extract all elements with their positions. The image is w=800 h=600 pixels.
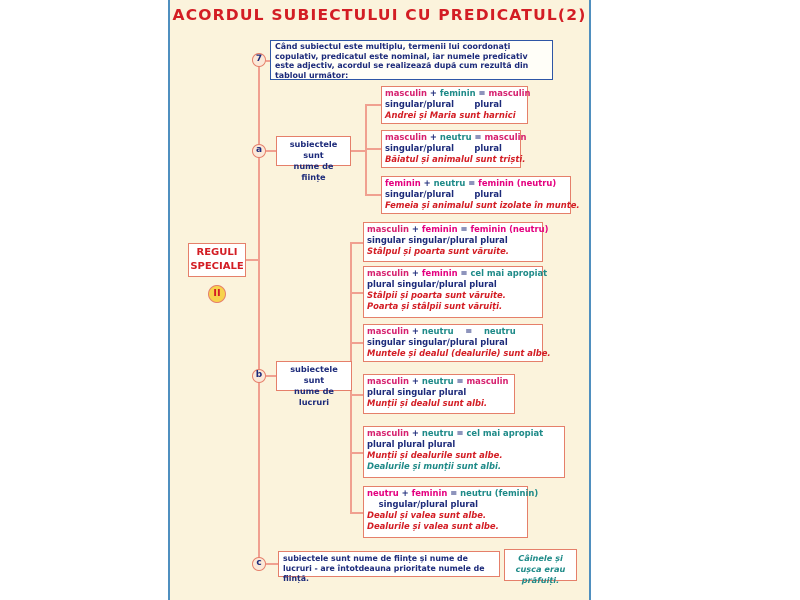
connector-b [266,375,276,377]
rule-a1-number2: plural [474,99,502,109]
rule-b5-equals: = [456,428,464,438]
branch-a-2 [365,148,381,150]
branch-b-2 [350,292,363,294]
letter-b-badge: b [252,369,266,383]
roman-numeral-badge: II [208,285,226,303]
rule-a1-plus: + [429,88,437,98]
rule-b5-plus: + [411,428,419,438]
branch-b-5 [350,452,363,454]
rule-b2-term1: masculin [367,268,409,278]
branch-a-3 [365,194,381,196]
rule-b3 [363,324,551,362]
rule-b5-example-1: Munții și dealurile sunt albe. [367,450,503,460]
rule-b2-result: cel mai apropiat [470,268,548,278]
rule-b5-term2: neutru [421,428,454,438]
connector-a [266,150,276,152]
rule-b6-equals: = [450,488,458,498]
rule-b3-term1: masculin [367,326,409,336]
rule-a3-equals: = [468,178,476,188]
rule-b3-example: Muntele și dealul (dealurile) sunt albe. [367,348,551,358]
rule-b6-result: neutru (feminin) [460,488,539,498]
rule-b1-result: feminin (neutru) [470,224,549,234]
rule-b5-result: cel mai apropiat [466,428,544,438]
category-a-line2: nume de ființe [293,161,334,182]
rule-b1-term1: masculin [367,224,409,234]
rule-a3 [381,176,580,214]
rule-b5-term1: masculin [367,428,409,438]
intro-text: Când subiectul este multiplu, termenii lui coordonați copulativ, predicatul este nominal, iar numele predicativ este adjectiv, acordul se realizează după cum rezultă din tabloul următor: [270,40,553,80]
rule-a3-number1: singular/plural [385,189,454,199]
rule-a3-example: Femeia și animalul sunt izolate în munte. [385,200,580,210]
rule-a1-equals: = [478,88,486,98]
rule-b2-example-2: Poarta și stâlpii sunt văruiți. [367,301,503,311]
category-c-example: Câinele și cușca erau prăfuiți. [504,549,577,581]
branch-b-3 [350,342,363,344]
rule-b6-numbers: singular/plural plural [378,499,479,509]
number-badge: 7 [252,53,266,67]
rule-b5-numbers: plural plural plural [367,439,456,449]
rule-b4-example: Munții și dealul sunt albi. [367,398,488,408]
rule-b6 [363,486,539,538]
rule-a2-plus: + [429,132,437,142]
rule-a2-number2: plural [474,143,502,153]
rule-a2 [381,130,527,168]
main-vertical-line [258,62,260,568]
category-a-line1: subiectele sunt [289,139,338,160]
rule-a1-term1: masculin [385,88,427,98]
rule-a3-plus: + [423,178,431,188]
rule-b3-term2: neutru [421,326,454,336]
branch-a-horizontal [351,150,365,152]
rule-b4-term1: masculin [367,376,409,386]
branch-a-1 [365,104,381,106]
branch-b-1 [350,242,363,244]
rule-b4-term2: neutru [421,376,454,386]
rule-a1 [381,86,531,124]
rule-b4-result: masculin [466,376,509,386]
letter-c-badge: c [252,557,266,571]
rule-a3-number2: plural [474,189,502,199]
rule-b2-plus: + [411,268,419,278]
rule-b6-term2: feminin [411,488,448,498]
rule-b6-example-2: Dealurile și valea sunt albe. [367,521,499,531]
rule-b3-equals: = [465,326,473,336]
rule-b2-example-1: Stâlpii și poarta sunt văruite. [367,290,506,300]
rule-b2 [363,266,548,318]
rule-a1-number1: singular/plural [385,99,454,109]
rule-a1-term2: feminin [439,88,476,98]
rule-b6-term1: neutru [367,488,399,498]
rule-b1 [363,222,549,262]
rule-a2-equals: = [474,132,482,142]
reguli-line2: SPECIALE [190,261,244,272]
rule-b3-result: neutru [483,326,516,336]
rule-a3-term1: feminin [385,178,421,188]
rule-b1-example: Stâlpul și poarta sunt văruite. [367,246,509,256]
branch-a-vertical [365,104,367,196]
rule-a2-term1: masculin [385,132,427,142]
rule-a1-result: masculin [488,88,531,98]
rule-b4-plus: + [411,376,419,386]
rule-b1-term2: feminin [421,224,458,234]
rule-a3-result: feminin (neutru) [478,178,557,188]
rule-b2-numbers: plural singular/plural plural [367,279,497,289]
rule-b2-equals: = [460,268,468,278]
rule-b6-plus: + [401,488,409,498]
rule-a2-number1: singular/plural [385,143,454,153]
rule-b4-equals: = [456,376,464,386]
rule-a2-term2: neutru [439,132,472,142]
connector-c [266,563,278,565]
rule-b3-plus: + [411,326,419,336]
reguli-speciale-label [188,243,246,277]
rule-b5 [363,426,565,478]
rule-b5-example-2: Dealurile și munții sunt albi. [367,461,502,471]
rule-b4-numbers: plural singular plural [367,387,467,397]
reguli-line1: REGULI [196,247,238,258]
poster [168,0,591,600]
rule-a2-example: Băiatul și animalul sunt triști. [385,154,526,164]
reguli-connector [246,259,258,261]
rule-b4 [363,374,515,414]
rule-a1-example: Andrei și Maria sunt harnici [385,110,516,120]
category-b-line2: nume de lucruri [293,386,334,407]
branch-b-6 [350,512,363,514]
page-title: ACORDUL SUBIECTULUI CU PREDICATUL(2) [172,6,587,24]
branch-b-4 [350,394,363,396]
rule-b1-numbers: singular singular/plural plural [367,235,508,245]
rule-b6-example-1: Dealul și valea sunt albe. [367,510,487,520]
rule-a2-result: masculin [484,132,527,142]
rule-b1-equals: = [460,224,468,234]
rule-b3-numbers: singular singular/plural plural [367,337,508,347]
rule-b1-plus: + [411,224,419,234]
category-b-box [276,361,352,407]
rule-a3-term2: neutru [433,178,466,188]
category-a-box [276,136,351,182]
rule-b2-term2: feminin [421,268,458,278]
letter-a-badge: a [252,144,266,158]
category-b-line1: subiectele sunt [290,364,338,385]
category-c-box: subiectele sunt nume de ființe și nume de lucruri - are întotdeauna prioritate numele de ființă. [278,551,500,577]
